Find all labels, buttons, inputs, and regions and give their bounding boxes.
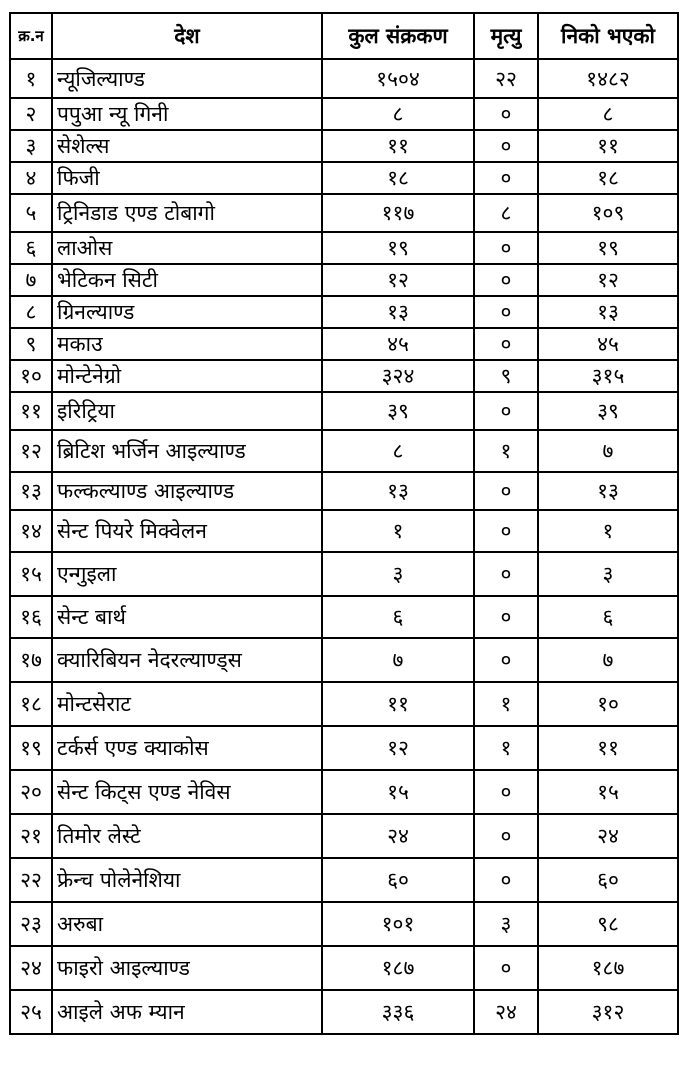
cell-country: एन्गुइला (52, 552, 322, 596)
table-row (10, 990, 678, 1034)
cell-total-infected: ११ (322, 130, 474, 162)
covid-country-table-sheet (9, 12, 679, 1035)
cell-serial-number: १ (10, 59, 52, 98)
cell-total-infected: १८ (322, 162, 474, 194)
header-deaths: मृत्यु (474, 13, 538, 59)
cell-serial-number: २४ (10, 946, 52, 990)
table-row (10, 162, 678, 194)
cell-serial-number: २० (10, 770, 52, 814)
cell-country: सेन्ट पियरे मिक्वेलन (52, 510, 322, 552)
cell-recovered: १३ (538, 296, 678, 328)
table-row (10, 552, 678, 596)
cell-country: क्यारिबियन नेदरल्याण्ड्स (52, 638, 322, 682)
cell-total-infected: २४ (322, 814, 474, 858)
cell-deaths: ० (474, 596, 538, 638)
cell-recovered: ३१५ (538, 360, 678, 392)
cell-recovered: ९८ (538, 902, 678, 946)
cell-deaths: २४ (474, 990, 538, 1034)
cell-recovered: ६० (538, 858, 678, 902)
table-row (10, 430, 678, 472)
cell-deaths: २२ (474, 59, 538, 98)
table-row (10, 814, 678, 858)
cell-recovered: १४८२ (538, 59, 678, 98)
table-row (10, 946, 678, 990)
cell-country: फ्रेन्च पोलेनेशिया (52, 858, 322, 902)
cell-total-infected: ३ (322, 552, 474, 596)
table-row (10, 510, 678, 552)
cell-serial-number: १८ (10, 682, 52, 726)
header-recovered: निको भएको (538, 13, 678, 59)
cell-total-infected: ३९ (322, 392, 474, 430)
cell-country: अरुबा (52, 902, 322, 946)
table-row (10, 472, 678, 510)
table-row (10, 232, 678, 264)
table-row (10, 902, 678, 946)
header-row (10, 13, 678, 59)
table-row (10, 264, 678, 296)
cell-country: ब्रिटिश भर्जिन आइल्याण्ड (52, 430, 322, 472)
table-row (10, 360, 678, 392)
cell-recovered: १९ (538, 232, 678, 264)
header-total-infected: कुल संक्रकण (322, 13, 474, 59)
cell-serial-number: १३ (10, 472, 52, 510)
cell-serial-number: २३ (10, 902, 52, 946)
cell-country: ग्रिनल्याण्ड (52, 296, 322, 328)
cell-recovered: १ (538, 510, 678, 552)
cell-deaths: ० (474, 858, 538, 902)
cell-total-infected: ६ (322, 596, 474, 638)
table-header (10, 13, 678, 59)
cell-serial-number: १५ (10, 552, 52, 596)
cell-total-infected: १०१ (322, 902, 474, 946)
cell-country: इरिट्रिया (52, 392, 322, 430)
table-row (10, 858, 678, 902)
cell-country: भेटिकन सिटी (52, 264, 322, 296)
cell-deaths: ० (474, 770, 538, 814)
table-row (10, 59, 678, 98)
cell-country: मकाउ (52, 328, 322, 360)
cell-country: टर्कर्स एण्ड क्याकोस (52, 726, 322, 770)
cell-total-infected: १ (322, 510, 474, 552)
cell-total-infected: १२ (322, 726, 474, 770)
cell-recovered: १० (538, 682, 678, 726)
cell-serial-number: १२ (10, 430, 52, 472)
cell-serial-number: ७ (10, 264, 52, 296)
covid-country-table (9, 12, 679, 1035)
cell-serial-number: १० (10, 360, 52, 392)
cell-deaths: ० (474, 296, 538, 328)
cell-total-infected: १२ (322, 264, 474, 296)
cell-country: मोन्टेनेग्रो (52, 360, 322, 392)
cell-total-infected: १३ (322, 296, 474, 328)
cell-recovered: १०९ (538, 194, 678, 232)
cell-total-infected: ८ (322, 98, 474, 130)
cell-deaths: ० (474, 162, 538, 194)
table-row (10, 596, 678, 638)
cell-serial-number: ६ (10, 232, 52, 264)
cell-country: पपुआ न्यू गिनी (52, 98, 322, 130)
cell-deaths: १ (474, 430, 538, 472)
cell-country: ट्रिनिडाड एण्ड टोबागो (52, 194, 322, 232)
cell-deaths: ० (474, 472, 538, 510)
cell-serial-number: ३ (10, 130, 52, 162)
cell-serial-number: ९ (10, 328, 52, 360)
table-row (10, 726, 678, 770)
cell-deaths: ० (474, 552, 538, 596)
cell-deaths: १ (474, 726, 538, 770)
cell-deaths: ० (474, 510, 538, 552)
cell-deaths: ० (474, 638, 538, 682)
cell-deaths: ० (474, 264, 538, 296)
cell-serial-number: २२ (10, 858, 52, 902)
table-row (10, 296, 678, 328)
cell-recovered: ३१२ (538, 990, 678, 1034)
cell-deaths: १ (474, 682, 538, 726)
cell-recovered: १५ (538, 770, 678, 814)
cell-serial-number: १९ (10, 726, 52, 770)
cell-recovered: ३ (538, 552, 678, 596)
cell-deaths: ० (474, 130, 538, 162)
cell-country: न्यूजिल्याण्ड (52, 59, 322, 98)
cell-deaths: ९ (474, 360, 538, 392)
cell-total-infected: १५०४ (322, 59, 474, 98)
cell-deaths: ८ (474, 194, 538, 232)
cell-recovered: ८ (538, 98, 678, 130)
cell-total-infected: १९ (322, 232, 474, 264)
cell-total-infected: ४५ (322, 328, 474, 360)
cell-recovered: १८७ (538, 946, 678, 990)
cell-deaths: ० (474, 232, 538, 264)
cell-country: तिमोर लेस्टे (52, 814, 322, 858)
table-row (10, 130, 678, 162)
table-row (10, 638, 678, 682)
table-row (10, 770, 678, 814)
cell-country: फाइरो आइल्याण्ड (52, 946, 322, 990)
table-row (10, 328, 678, 360)
cell-serial-number: १७ (10, 638, 52, 682)
table-row (10, 682, 678, 726)
cell-total-infected: ११ (322, 682, 474, 726)
cell-recovered: १३ (538, 472, 678, 510)
cell-country: लाओस (52, 232, 322, 264)
cell-recovered: १८ (538, 162, 678, 194)
cell-deaths: ० (474, 98, 538, 130)
cell-country: फिजी (52, 162, 322, 194)
cell-serial-number: ८ (10, 296, 52, 328)
cell-serial-number: १६ (10, 596, 52, 638)
cell-recovered: ३९ (538, 392, 678, 430)
cell-country: सेन्ट किट्स एण्ड नेविस (52, 770, 322, 814)
cell-deaths: ० (474, 328, 538, 360)
cell-recovered: १२ (538, 264, 678, 296)
cell-country: सेन्ट बार्थ (52, 596, 322, 638)
cell-recovered: ७ (538, 638, 678, 682)
cell-deaths: ० (474, 814, 538, 858)
table-row (10, 194, 678, 232)
cell-total-infected: ७ (322, 638, 474, 682)
cell-serial-number: २५ (10, 990, 52, 1034)
cell-total-infected: ३२४ (322, 360, 474, 392)
header-country: देश (52, 13, 322, 59)
cell-serial-number: ५ (10, 194, 52, 232)
header-serial-number: क्र.न (10, 13, 52, 59)
cell-deaths: ० (474, 946, 538, 990)
cell-recovered: २४ (538, 814, 678, 858)
cell-country: आइले अफ म्यान (52, 990, 322, 1034)
cell-total-infected: १८७ (322, 946, 474, 990)
cell-serial-number: २ (10, 98, 52, 130)
table-row (10, 392, 678, 430)
cell-total-infected: ६० (322, 858, 474, 902)
cell-country: फल्कल्याण्ड आइल्याण्ड (52, 472, 322, 510)
cell-recovered: ११ (538, 130, 678, 162)
cell-recovered: ६ (538, 596, 678, 638)
cell-recovered: ७ (538, 430, 678, 472)
cell-serial-number: ४ (10, 162, 52, 194)
cell-recovered: ४५ (538, 328, 678, 360)
cell-country: सेशेल्स (52, 130, 322, 162)
cell-recovered: ११ (538, 726, 678, 770)
table-body (10, 59, 678, 1034)
cell-total-infected: १३ (322, 472, 474, 510)
cell-deaths: ० (474, 392, 538, 430)
cell-total-infected: ८ (322, 430, 474, 472)
cell-total-infected: १५ (322, 770, 474, 814)
cell-country: मोन्टसेराट (52, 682, 322, 726)
cell-serial-number: २१ (10, 814, 52, 858)
cell-deaths: ३ (474, 902, 538, 946)
cell-serial-number: १४ (10, 510, 52, 552)
cell-total-infected: ११७ (322, 194, 474, 232)
table-row (10, 98, 678, 130)
cell-serial-number: ११ (10, 392, 52, 430)
cell-total-infected: ३३६ (322, 990, 474, 1034)
